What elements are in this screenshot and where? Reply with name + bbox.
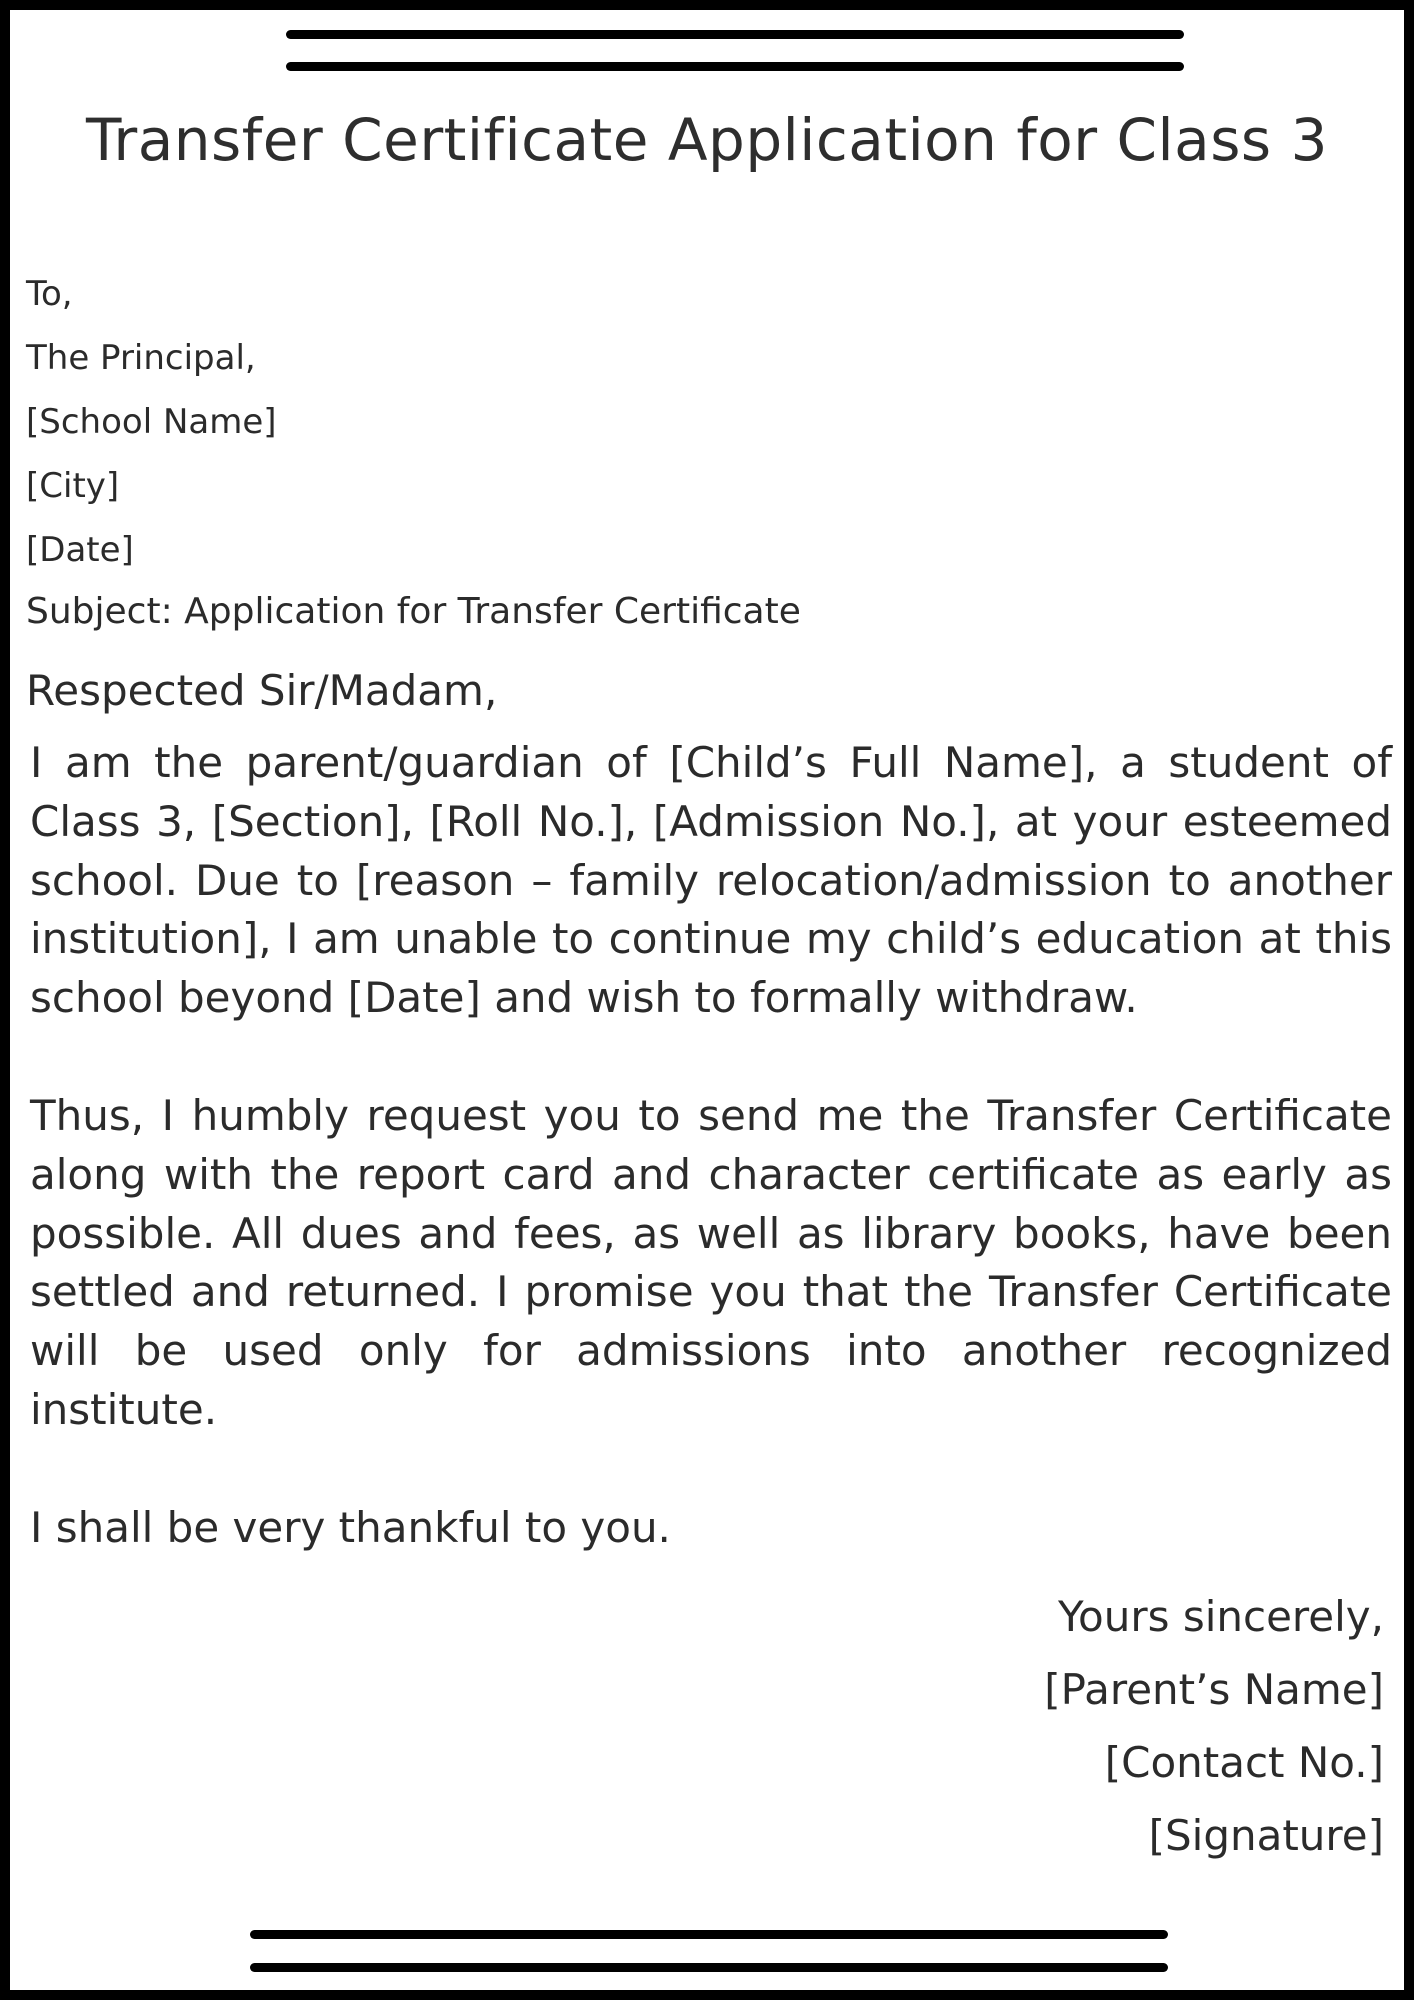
document-title: Transfer Certificate Application for Class 3 xyxy=(86,106,1328,174)
salutation: Respected Sir/Madam, xyxy=(26,666,498,715)
bottom-decorative-rule-lower xyxy=(250,1963,1168,1972)
signature-placeholder: [Signature] xyxy=(1148,1811,1384,1860)
address-line-principal: The Principal, xyxy=(26,338,256,378)
top-decorative-rule-upper xyxy=(286,30,1184,39)
address-line-city: [City] xyxy=(26,466,120,506)
recipient-address xyxy=(26,262,277,582)
body-paragraph: I am the parent/guardian of [Child’s Full Name], a student of Class 3, [Section], [Roll No.], [Admission No.], at your esteemed school. Due to [reason – family relocation/admission to another institution], I am unable to continue my child’s education at this school beyond [Date] and wish to formally withdraw. xyxy=(30,738,1392,1023)
address-line-to: To, xyxy=(26,274,73,314)
subject-line: Subject: Application for Transfer Certificate xyxy=(26,591,801,632)
contact-number-placeholder: [Contact No.] xyxy=(1104,1738,1384,1787)
closing-phrase: Yours sincerely, xyxy=(1057,1592,1384,1641)
top-decorative-rule-lower xyxy=(286,62,1184,71)
parent-name-placeholder: [Parent’s Name] xyxy=(1044,1665,1384,1714)
signature-block xyxy=(1044,1580,1384,1872)
address-line-school: [School Name] xyxy=(26,402,277,442)
address-line-date: [Date] xyxy=(26,530,134,570)
body-paragraph: Thus, I humbly request you to send me the Transfer Certificate along with the report card and character certificate as early as possible. All dues and fees, as well as library books, have been settled and returned. I promise you that the Transfer Certificate will be used only for admissions into another recognized institute. xyxy=(30,1091,1392,1434)
closing-remark: I shall be very thankful to you. xyxy=(30,1503,671,1552)
bottom-decorative-rule-upper xyxy=(250,1930,1168,1939)
